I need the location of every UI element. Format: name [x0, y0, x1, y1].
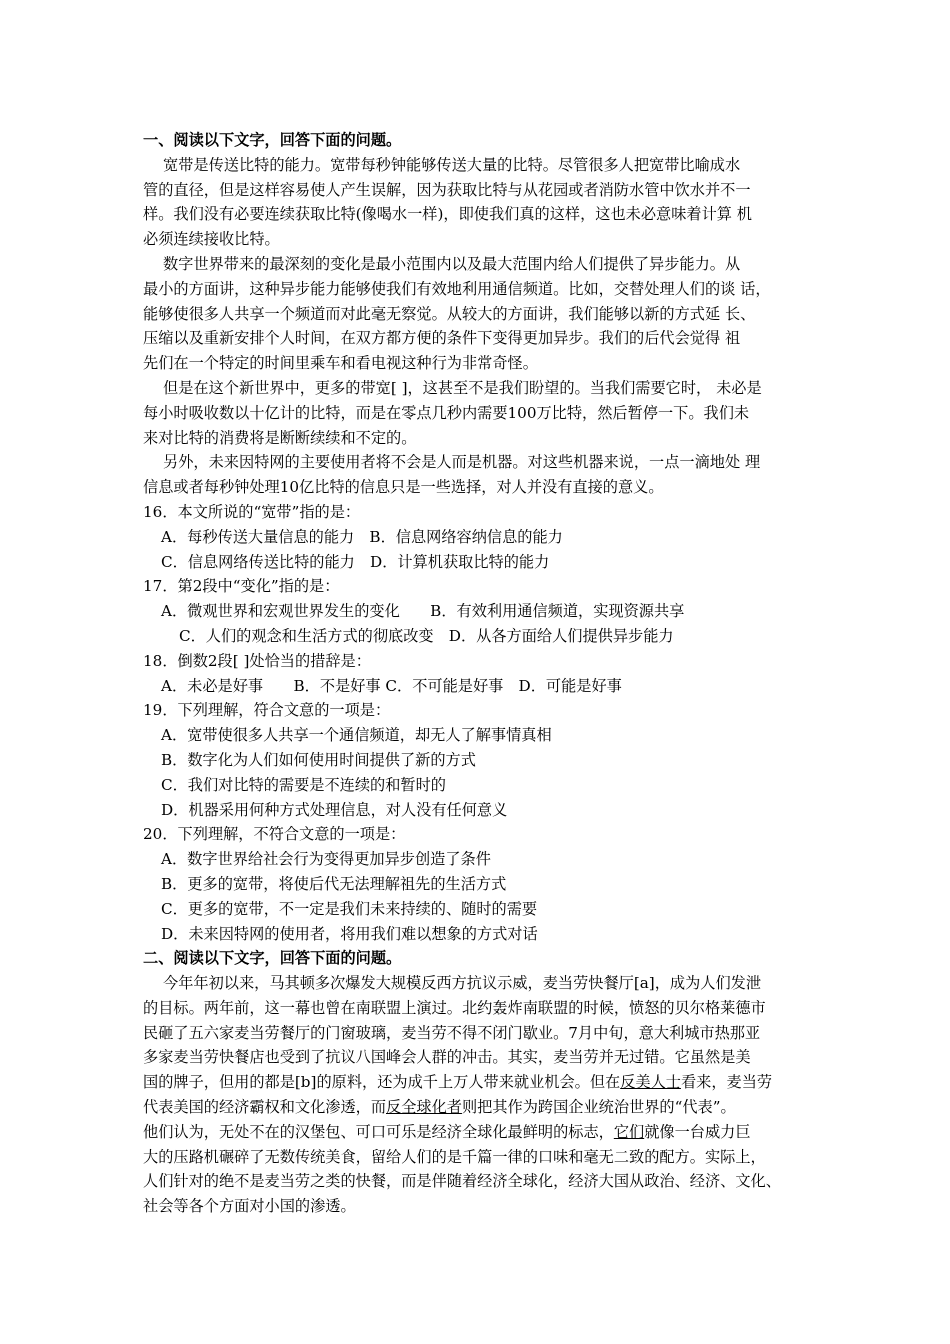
- paragraph-2: [143, 252, 823, 376]
- text-segment: 则把其作为跨国企业统治世界的“代表”。: [461, 1098, 736, 1117]
- paragraph-4: [143, 450, 823, 500]
- text-line: 最小的方面讲，这种异步能力能够使我们有效地利用通信频道。比如，交替处理人们的谈 话，: [143, 279, 771, 298]
- question-stem: 17．第2段中“变化”指的是：: [143, 577, 340, 596]
- text-line: [143, 1120, 823, 1145]
- text-line: 大的压路机碾碎了无数传统美食，留给人们的是千篇一律的口味和毫无二致的配方。实际上，: [143, 1147, 766, 1166]
- text-segment: 他们认为，无处不在的汉堡包、可口可乐是经济全球化最鲜明的标志，: [143, 1122, 614, 1141]
- underlined-term: 它们: [613, 1122, 645, 1141]
- text-line: 来对比特的消费将是断断续续和不定的。: [143, 428, 417, 447]
- question-option: A．数字世界给社会行为变得更加异步创造了条件: [161, 850, 491, 869]
- text-line: 人们针对的绝不是麦当劳之类的快餐，而是伴随着经济全球化，经济大国从政治、经济、文化、: [143, 1172, 781, 1191]
- text-line: 每小时吸收数以十亿计的比特，而是在零点几秒内需要100万比特，然后暂停一下。我们未: [143, 403, 750, 422]
- text-line: 的目标。两年前，这一幕也曾在南联盟上演过。北约轰炸南联盟的时候，愤怒的贝尔格莱德市: [143, 998, 766, 1017]
- section-1-heading: 一、阅读以下文字，回答下面的问题。: [143, 131, 402, 149]
- question-options: C．人们的观念和生活方式的彻底改变 D．从各方面给人们提供异步能力: [179, 626, 674, 645]
- question-option: B．更多的宽带，将使后代无法理解祖先的生活方式: [161, 874, 507, 893]
- text-segment: 看来，麦当劳: [680, 1073, 773, 1092]
- question-19: [143, 698, 823, 822]
- question-options: A．每秒传送大量信息的能力 B．信息网络容纳信息的能力: [161, 527, 563, 546]
- question-option: C．更多的宽带，不一定是我们未来持续的、随时的需要: [161, 899, 538, 918]
- text-line: 多家麦当劳快餐店也受到了抗议八国峰会人群的冲击。其实，麦当劳并无过错。它虽然是美: [143, 1048, 751, 1067]
- text-line: 数字世界带来的最深刻的变化是最小范围内以及最大范围内给人们提供了异步能力。从: [163, 254, 741, 273]
- question-17: [143, 574, 823, 648]
- text-line: 先们在一个特定的时间里乘车和看电视这种行为非常奇怪。: [143, 354, 538, 373]
- question-options: A．未必是好事 B．不是好事 C．不可能是好事 D．可能是好事: [161, 676, 622, 695]
- question-option: A．宽带使很多人共享一个通信频道，却无人了解事情真相: [161, 726, 552, 745]
- text-line: 民砸了五六家麦当劳餐厅的门窗玻璃，麦当劳不得不闭门歇业。7月中旬，意大利城市热那亚: [143, 1023, 761, 1042]
- text-segment: 国的牌子，但用的都是[b]的原料，还为成千上万人带来就业机会。但在: [143, 1073, 621, 1092]
- text-line: 能够使很多人共享一个频道而对此毫无察觉。从较大的方面讲，我们能够以新的方式延 长、: [143, 304, 756, 323]
- question-stem: 20．下列理解，不符合文意的一项是：: [143, 825, 406, 844]
- text-line: 另外，未来因特网的主要使用者将不会是人而是机器。对这些机器来说，一点一滴地处 理: [163, 453, 761, 472]
- question-option: D．机器采用何种方式处理信息，对人没有任何意义: [161, 800, 508, 819]
- document-page: [143, 128, 823, 1219]
- question-18: [143, 649, 823, 699]
- question-option: B．数字化为人们如何使用时间提供了新的方式: [161, 750, 476, 769]
- question-20: [143, 822, 823, 946]
- question-option: D．未来因特网的使用者，将用我们难以想象的方式对话: [161, 924, 538, 943]
- question-stem: 18．倒数2段[ ]处恰当的措辞是：: [143, 651, 371, 670]
- text-line: 样。我们没有必要连续获取比特(像喝水一样)，即使我们真的这样，这也未必意味着计算 机: [143, 205, 752, 224]
- question-stem: 16．本文所说的“宽带”指的是：: [143, 502, 361, 521]
- text-line: 但是在这个新世界中，更多的带宽[ ]，这甚至不是我们盼望的。当我们需要它时， 未必是: [163, 378, 762, 397]
- text-segment: 就像一台威力巨: [644, 1122, 751, 1141]
- paragraph-1: [143, 153, 823, 252]
- text-line: [143, 1070, 823, 1095]
- text-line: 宽带是传送比特的能力。宽带每秒钟能够传送大量的比特。尽管很多人把宽带比喻成水: [163, 155, 741, 174]
- section-2-heading: 二、阅读以下文字，回答下面的问题。: [143, 949, 402, 968]
- underlined-term: 反全球化者: [386, 1098, 462, 1117]
- paragraph-3: [143, 376, 823, 450]
- question-16: [143, 500, 823, 574]
- text-line: 社会等各个方面对小国的渗透。: [143, 1197, 356, 1216]
- question-stem: 19．下列理解，符合文意的一项是：: [143, 701, 391, 720]
- question-option: C．我们对比特的需要是不连续的和暂时的: [161, 775, 446, 794]
- passage-2: [143, 971, 823, 1219]
- text-line: 压缩以及重新安排个人时间，在双方都方便的条件下变得更加异步。我们的后代会觉得 祖: [143, 329, 741, 348]
- text-line: 管的直径，但是这样容易使人产生误解，因为获取比特与从花园或者消防水管中饮水并不一: [143, 180, 751, 199]
- text-line: 必须连续接收比特。: [143, 230, 280, 249]
- question-options: C．信息网络传送比特的能力 D．计算机获取比特的能力: [161, 552, 550, 571]
- text-line: 今年年初以来，马其顿多次爆发大规模反西方抗议示威，麦当劳快餐厅[a]，成为人们发泄: [163, 974, 762, 993]
- question-options: A．微观世界和宏观世界发生的变化 B．有效利用通信频道，实现资源共享: [161, 602, 685, 621]
- text-line: 信息或者每秒钟处理10亿比特的信息只是一些选择，对人并没有直接的意义。: [143, 478, 664, 497]
- text-line: [143, 1095, 823, 1120]
- underlined-term: 反美人士: [620, 1073, 681, 1092]
- text-segment: 代表美国的经济霸权和文化渗透，而: [143, 1098, 386, 1117]
